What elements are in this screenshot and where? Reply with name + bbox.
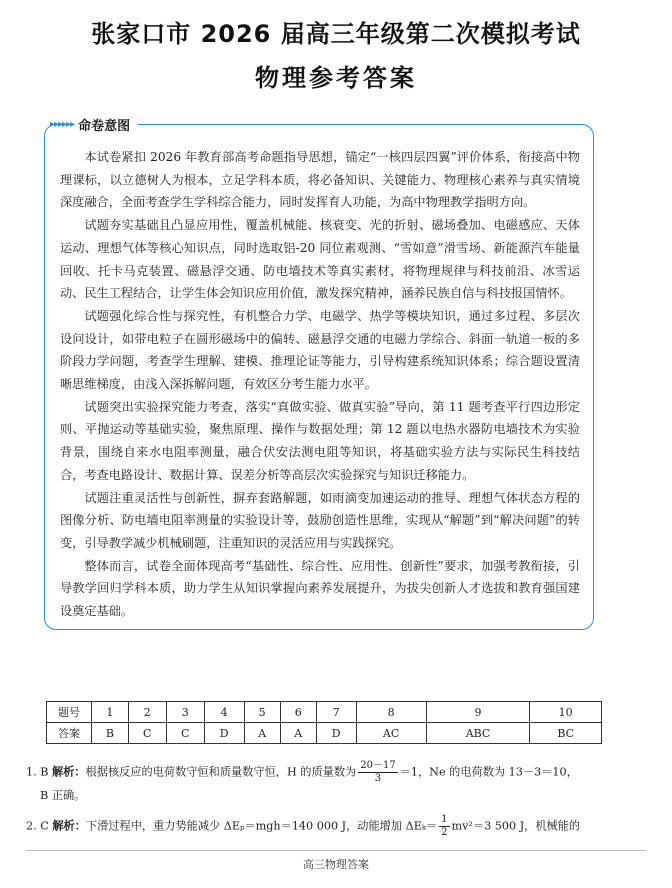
exam-title: 张家口市 2026 届高三年级第二次模拟考试 bbox=[91, 20, 581, 48]
arrow-decoration-icon: ▸▸▸▸▸▸ bbox=[50, 118, 75, 130]
fraction-denominator: 2 bbox=[441, 827, 448, 838]
solution-2-text: 下滑过程中，重力势能减少 ΔEₚ＝mgh＝140 000 J，动能增加 ΔEₖ＝ bbox=[85, 819, 438, 833]
answer-row bbox=[47, 723, 602, 744]
intro-text bbox=[60, 146, 580, 623]
solution-2-number: 2. C bbox=[26, 819, 49, 833]
intro-paragraph: 试题注重灵活性与创新性，摒弃套路解题，如雨滴变加速运动的推导、理想气体状态方程的图像分析、防电墙电阻率测量的实验设计等，鼓励创造性思维，实现从“解题”到“解决问题”的转变，引导教学减少机械刷题，注重知识的灵活应用与实践探究。 bbox=[60, 490, 581, 550]
intro-paragraph: 本试卷紧扣 2026 年教育部高考命题指导思想，锚定“一核四层四翼”评价体系，衔接高中物理课标，以立德树人为根本，立足学科本质，将必备知识、关键能力、物理核心素养与真实情境深度融合，全面考查学生学科综合能力，同时发挥育人功能，为高中物理教学指明方向。 bbox=[60, 150, 580, 210]
question-number: 9 bbox=[426, 702, 530, 723]
solution-1-label: 解析： bbox=[52, 764, 86, 779]
answer-cell: ABC bbox=[426, 723, 530, 744]
answer-cell: BC bbox=[530, 723, 602, 744]
answer-row-label: 答案 bbox=[47, 723, 92, 744]
solution-2-fraction bbox=[439, 814, 449, 839]
question-number: 7 bbox=[316, 702, 356, 723]
question-number: 1 bbox=[92, 702, 129, 723]
solution-1-text-end: ＝1，Ne 的电荷数为 13－3＝10， bbox=[399, 765, 578, 779]
solution-1-line2: B 正确。 bbox=[40, 789, 86, 802]
solution-2-text-end: mv²＝3 500 J，机械能的 bbox=[451, 819, 581, 833]
intro-paragraph: 整体而言，试卷全面体现高考“基础性、综合性、应用性、创新性”要求，加强考教衔接，引导教学回归学科本质，助力学生从知识掌握向素养发展提升，为拔尖创新人才选拔和教育强国建设奠定基础。 bbox=[60, 558, 580, 619]
question-number: 5 bbox=[244, 702, 280, 723]
answer-cell: D bbox=[204, 723, 244, 744]
question-number: 10 bbox=[530, 702, 602, 723]
answer-cell: B bbox=[92, 723, 129, 744]
solution-2 bbox=[26, 814, 616, 839]
solution-1-text: 根据核反应的电荷数守恒和质量数守恒，H 的质量数为 bbox=[85, 765, 357, 779]
answer-cell: C bbox=[166, 723, 204, 744]
page-footer: 高三物理答案 bbox=[303, 858, 369, 871]
solution-1-fraction bbox=[358, 760, 397, 785]
intro-heading bbox=[50, 113, 138, 135]
question-number: 6 bbox=[280, 702, 316, 723]
answer-cell: AC bbox=[356, 723, 426, 744]
question-number: 4 bbox=[204, 702, 244, 723]
intro-paragraph: 试题突出实验探究能力考查，落实“真做实验、做真实验”导向，第 11 题考查平行四边形定则、平抛运动等基础实验，聚焦原理、操作与数据处理；第 12 题以电热水器防电墙技术为实验背景，围绕自来水电阻率测量，融合伏安法测电阻等知识，将基础实验方法与实际民生科技结合，考查电路设计、数据计算、误差分析等高层次实验探究与知识迁移能力。 bbox=[60, 399, 580, 482]
answer-table bbox=[46, 701, 602, 744]
solution-2-label: 解析： bbox=[52, 818, 86, 833]
answer-cell: D bbox=[316, 723, 356, 744]
solution-1-number: 1. B bbox=[26, 765, 49, 779]
intro-heading-label: 命卷意图 bbox=[78, 118, 131, 134]
footer-divider bbox=[26, 850, 646, 851]
answer-cell: A bbox=[244, 723, 280, 744]
fraction-numerator: 1 bbox=[441, 814, 448, 825]
question-row-label: 题号 bbox=[47, 702, 92, 723]
solution-1 bbox=[26, 760, 616, 785]
intro-paragraph: 试题夯实基础且凸显应用性，覆盖机械能、核衰变、光的折射、磁场叠加、电磁感应、天体运动、理想气体等核心知识点，同时选取铝-20 同位素观测、“雪如意”滑雪场、新能源汽车能量回收、托卡马克装置、磁悬浮交通、防电墙技术等真实素材，将物理规律与科技前沿、冰雪运动、民生工程结合，让学生体会知识应用价值，激发探究精神，涵养民族自信与科技报国情怀。 bbox=[60, 218, 580, 301]
question-number: 3 bbox=[166, 702, 204, 723]
question-number-row bbox=[47, 702, 602, 723]
intro-paragraph: 试题强化综合性与探究性，有机整合力学、电磁学、热学等模块知识，通过多过程、多层次设问设计，如带电粒子在圆形磁场中的偏转、磁悬浮交通的电磁力学综合、斜面一轨道一板的多阶段力学问题，考查学生理解、建模、推理论证等能力，引导构建系统知识体系；综合题设置清晰思维梯度，由浅入深拆解问题，有效区分考生能力水平。 bbox=[60, 308, 580, 392]
question-number: 2 bbox=[128, 702, 166, 723]
answer-cell: C bbox=[128, 723, 166, 744]
answer-cell: A bbox=[280, 723, 316, 744]
fraction-numerator: 20－17 bbox=[360, 760, 396, 771]
question-number: 8 bbox=[356, 702, 426, 723]
answer-key-title: 物理参考答案 bbox=[255, 64, 417, 92]
fraction-denominator: 3 bbox=[374, 773, 382, 784]
